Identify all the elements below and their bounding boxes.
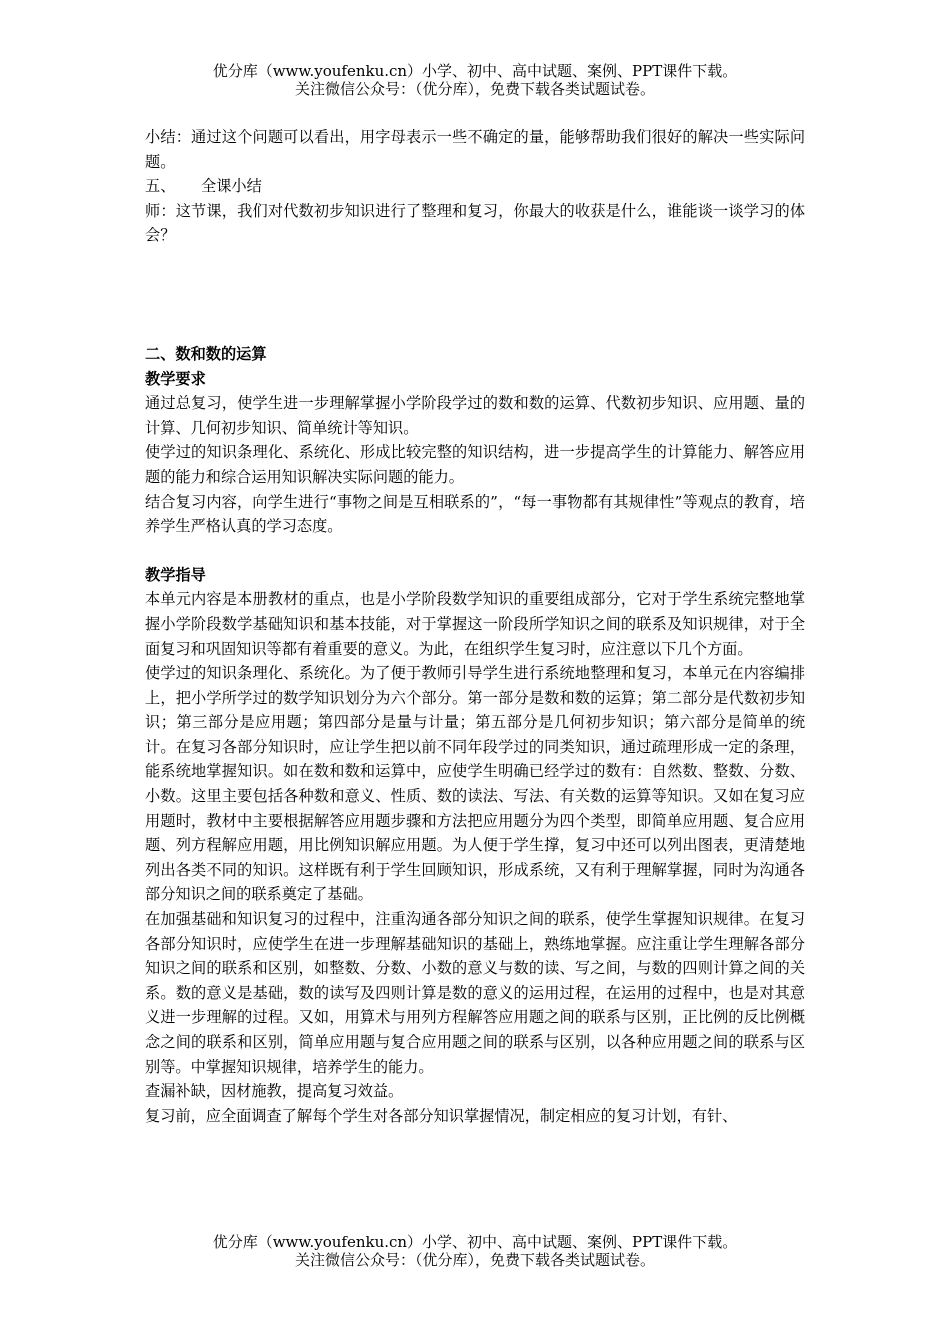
guidance-paragraph: 本单元内容是本册教材的重点，也是小学阶段数学知识的重要组成部分，它对于学生系统完整地掌握小学阶段数学基础知识和基本技能，对于掌握这一阶段所学知识之间的联系及知识规律，对于全面复习和巩固知识等都有着重要的意义。为此，在组织学生复习时，应注意以下几个方面。 bbox=[145, 590, 805, 658]
summary-paragraph: 小结：通过这个问题可以看出，用字母表示一些不确定的量，能够帮助我们很好的解决一些实际问题。 bbox=[145, 128, 805, 171]
header-line-2: 关注微信公众号：（优分库），免费下载各类试题试卷。 bbox=[294, 80, 655, 98]
requirement-paragraph: 结合复习内容，向学生进行“事物之间是互相联系的”，“每一事物都有其规律性”等观点的教育，培养学生严格认真的学习态度。 bbox=[145, 492, 805, 536]
section-two-title: 二、数和数的运算 bbox=[145, 344, 267, 363]
document-body bbox=[145, 125, 805, 1128]
section-five-title: 全课小结 bbox=[201, 177, 262, 196]
page-header bbox=[0, 62, 950, 98]
section-five-heading bbox=[145, 174, 805, 199]
requirement-paragraph: 使学过的知识条理化、系统化、形成比较完整的知识结构，进一步提高学生的计算能力、解答应用题的能力和综合运用知识解决实际问题的能力。 bbox=[145, 443, 805, 486]
page-footer bbox=[0, 1233, 950, 1269]
teacher-paragraph: 师：这节课，我们对代数初步知识进行了整理和复习，你最大的收获是什么，谁能谈一谈学习的体会？ bbox=[145, 201, 805, 245]
guidance-paragraph: 查漏补缺，因材施教，提高复习效益。 bbox=[145, 1082, 404, 1101]
footer-line-2: 关注微信公众号：（优分库），免费下载各类试题试卷。 bbox=[294, 1251, 655, 1269]
requirements-heading: 教学要求 bbox=[145, 369, 206, 388]
requirement-paragraph: 通过总复习，使学生进一步理解掌握小学阶段学过的数和数的运算、代数初步知识、应用题、量的计算、几何初步知识、简单统计等知识。 bbox=[145, 394, 805, 437]
guidance-heading: 教学指导 bbox=[145, 565, 206, 584]
header-line-1: 优分库（www.youfenku.cn）小学、初中、高中试题、案例、PPT课件下载。 bbox=[212, 62, 738, 80]
guidance-paragraph: 在加强基础和知识复习的过程中，注重沟通各部分知识之间的联系，使学生掌握知识规律。在复习各部分知识时，应使学生在进一步理解基础知识的基础上，熟练地掌握。应注重让学生理解各部分知识之间的联系和区别，如整数、分数、小数的意义与数的读、写之间，与数的四则计算之间的关系。数的意义是基础，数的读写及四则计算是数的意义的运用过程，在运用的过程中，也是对其意义进一步理解的过程。又如，用算术与用列方程解答应用题之间的联系与区别，正比例的反比例概念之间的联系和区别，简单应用题与复合应用题之间的联系与区别，以各种应用题之间的联系与区别等。中掌握知识规律，培养学生的能力。 bbox=[145, 910, 805, 1076]
guidance-paragraph: 使学过的知识条理化、系统化。为了便于教师引导学生进行系统地整理和复习，本单元在内容编排上，把小学所学过的数学知识划分为六个部分。第一部分是数和数的运算；第二部分是代数初步知识；第三部分是应用题；第四部分是量与计量；第五部分是几何初步知识；第六部分是简单的统计。在复习各部分知识时，应让学生把以前不同年段学过的同类知识，通过疏理形成一定的条理，能系统地掌握知识。如在数和数和运算中，应使学生明确已经学过的数有：自然数、整数、分数、小数。这里主要包括各种数和意义、性质、数的读法、写法、有关数的运算等知识。又如在复习应用题时，教材中主要根据解答应用题步骤和方法把应用题分为四个类型，即简单应用题、复合应用题、列方程解应用题，用比例知识解应用题。为人便于学生撑，复习中还可以列出图表，更清楚地列出各类不同的知识。这样既有利于学生回顾知识，形成系统，又有利于理解掌握，同时为沟通各部分知识之间的联系奠定了基础。 bbox=[145, 664, 805, 904]
section-five-number: 五、 bbox=[145, 177, 176, 196]
footer-line-1: 优分库（www.youfenku.cn）小学、初中、高中试题、案例、PPT课件下载。 bbox=[212, 1233, 738, 1251]
guidance-paragraph: 复习前，应全面调查了解每个学生对各部分知识掌握情况，制定相应的复习计划，有针、 bbox=[145, 1106, 738, 1125]
